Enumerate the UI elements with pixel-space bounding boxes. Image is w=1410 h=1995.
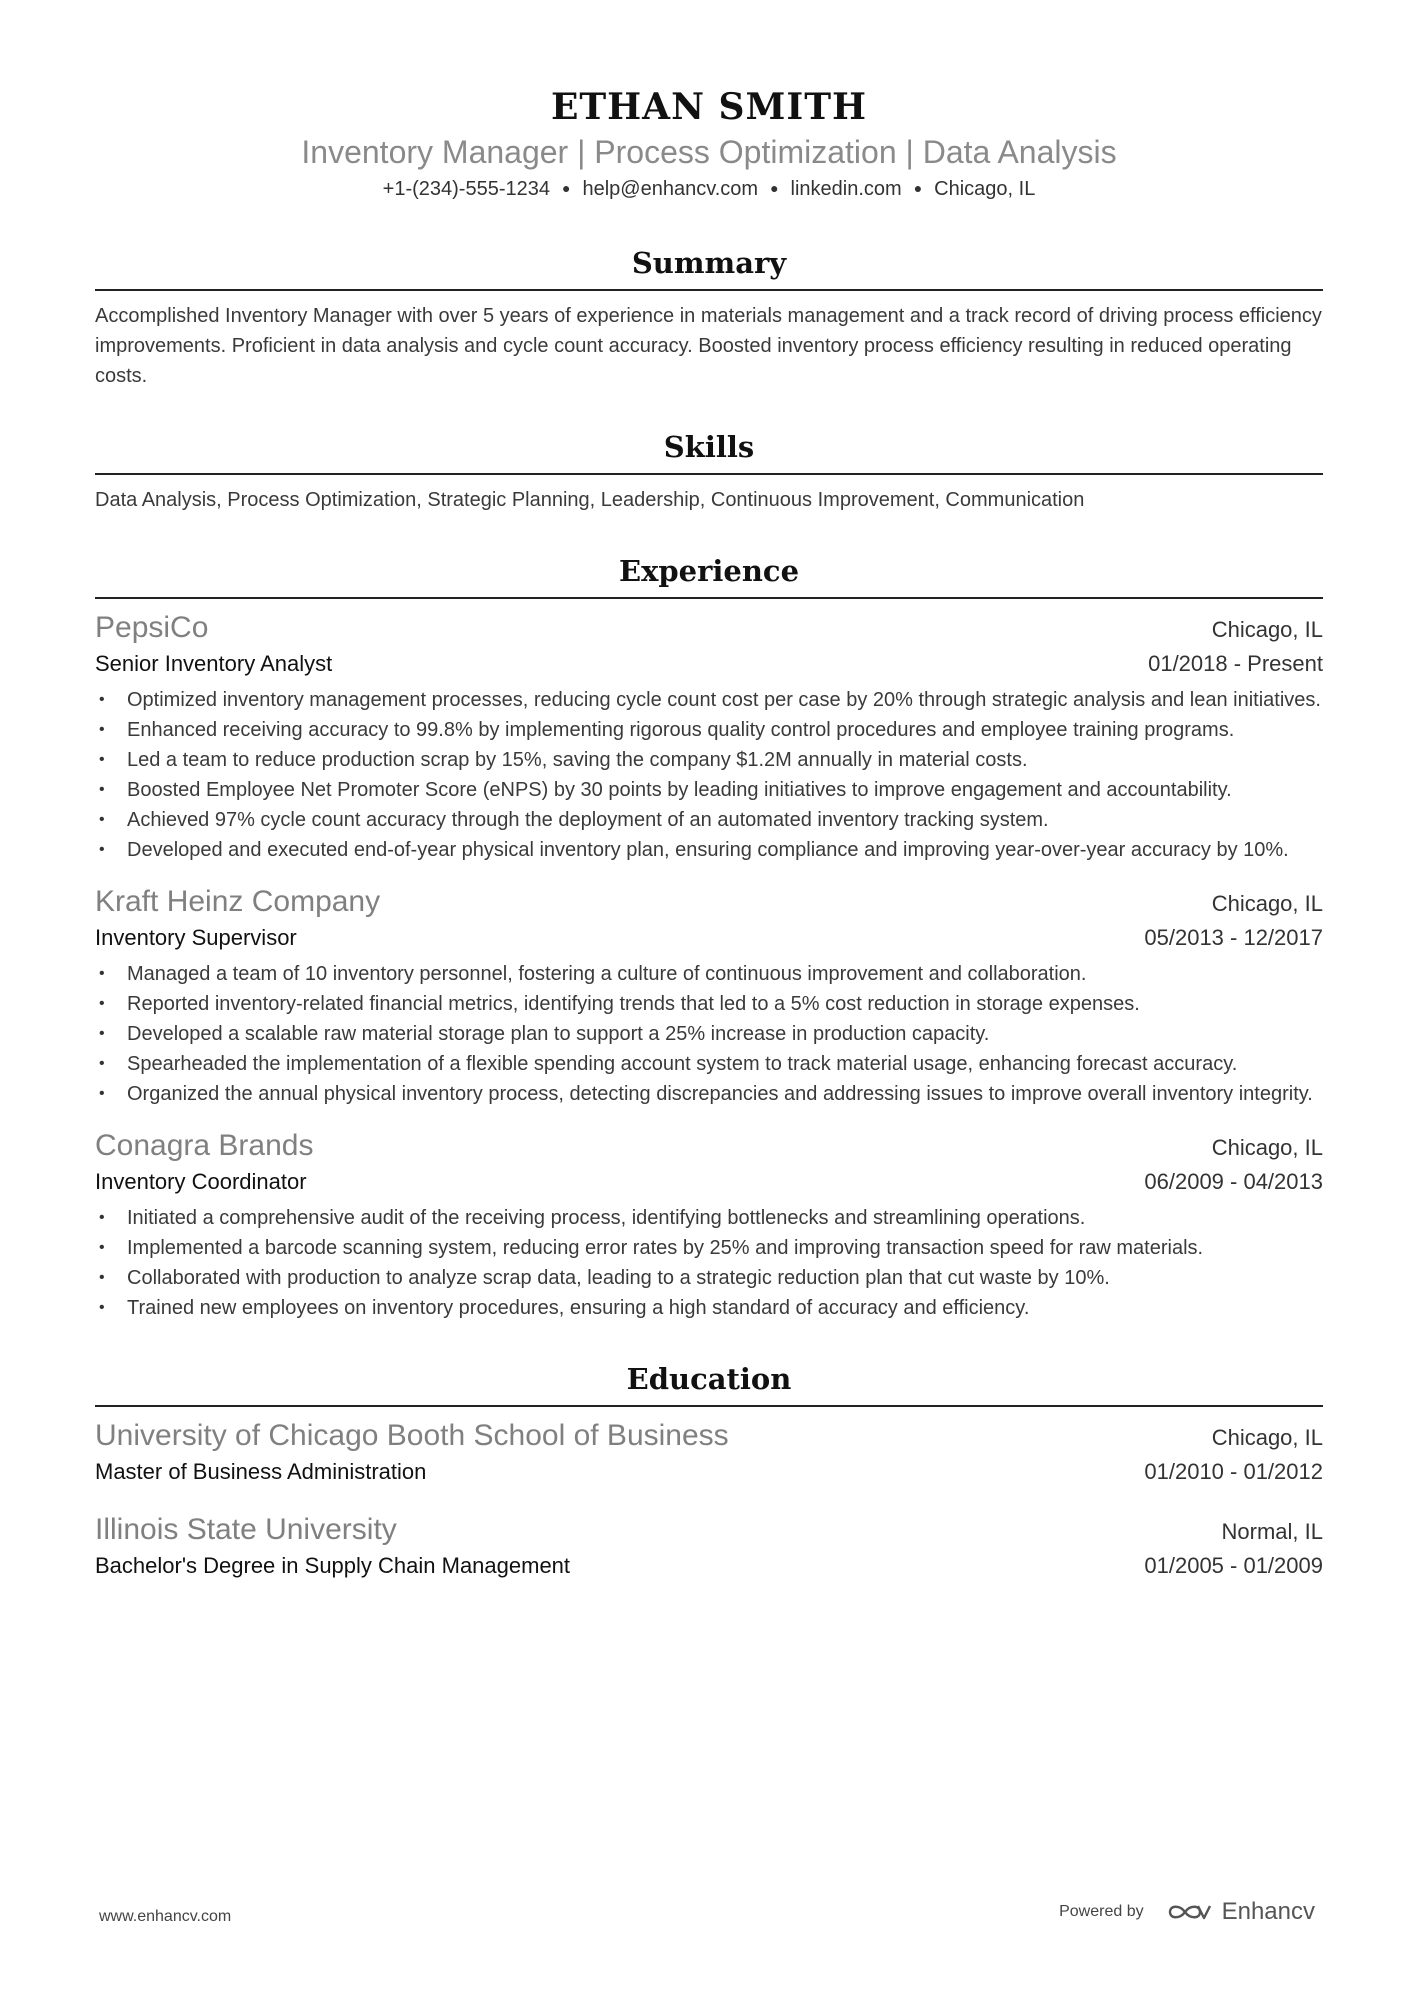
section-title-summary: Summary — [631, 246, 787, 280]
contact-line — [95, 174, 1323, 203]
bullet-icon: • — [99, 1269, 105, 1286]
bullet-item: • Optimized inventory management processes, reducing cycle count cost per case by 20% through strategic analysis and lean initiatives. — [95, 685, 1323, 715]
bullet-icon: • — [99, 751, 105, 768]
section-divider — [95, 473, 1323, 475]
education-dates: 01/2010 - 01/2012 — [1144, 1459, 1323, 1484]
bullet-icon: • — [99, 1055, 105, 1072]
job-title: Senior Inventory Analyst — [95, 651, 333, 676]
brand-name: Enhancv — [1221, 1898, 1315, 1925]
job-bullets — [95, 1203, 1323, 1323]
job-dates: 06/2009 - 04/2013 — [1144, 1169, 1323, 1194]
school-name: University of Chicago Booth School of Business — [95, 1419, 729, 1452]
company-name: PepsiCo — [95, 611, 209, 644]
school-name: Illinois State University — [95, 1513, 397, 1546]
section-title-skills: Skills — [663, 430, 755, 464]
bullet-item: • Achieved 97% cycle count accuracy through the deployment of an automated inventory tracking system. — [95, 805, 1323, 835]
section-divider — [95, 1405, 1323, 1407]
bullet-item: • Developed and executed end-of-year physical inventory plan, ensuring compliance and improving year-over-year accuracy by 10%. — [95, 835, 1323, 865]
phone: +1-(234)-555-1234 — [382, 178, 550, 200]
bullet-icon: • — [99, 721, 105, 738]
job-location: Chicago, IL — [1211, 1135, 1323, 1160]
bullet-icon: • — [99, 995, 105, 1012]
bullet-item: • Organized the annual physical inventory process, detecting discrepancies and addressing issues to improve overall inventory integrity. — [95, 1079, 1323, 1109]
job-dates: 01/2018 - Present — [1148, 651, 1323, 676]
candidate-name: ETHAN SMITH — [550, 86, 868, 128]
job-location: Chicago, IL — [1211, 891, 1323, 916]
bullet-item: • Implemented a barcode scanning system, reducing error rates by 25% and improving transaction speed for raw materials. — [95, 1233, 1323, 1263]
section-divider — [95, 597, 1323, 599]
skills-section — [95, 427, 1323, 515]
powered-by-label: Powered by — [1059, 1903, 1144, 1920]
bullet-item: • Reported inventory-related financial metrics, identifying trends that led to a 5% cost reduction in storage expenses. — [95, 989, 1323, 1019]
bullet-item: • Spearheaded the implementation of a flexible spending account system to track material usage, enhancing forecast accuracy. — [95, 1049, 1323, 1079]
job-title: Inventory Supervisor — [95, 925, 297, 950]
education-entry — [95, 1417, 1323, 1489]
bullet-item: • Developed a scalable raw material storage plan to support a 25% increase in production capacity. — [95, 1019, 1323, 1049]
bullet-icon: • — [99, 1299, 105, 1316]
job-entry — [95, 609, 1323, 865]
headline: Inventory Manager | Process Optimization | Data Analysis — [301, 134, 1117, 170]
bullet-icon: • — [99, 841, 105, 858]
school-location: Normal, IL — [1221, 1519, 1323, 1544]
degree: Master of Business Administration — [95, 1459, 427, 1484]
resume-header — [95, 82, 1323, 203]
bullet-item: • Initiated a comprehensive audit of the receiving process, identifying bottlenecks and streamlining operations. — [95, 1203, 1323, 1233]
email-link[interactable]: help@enhancv.com — [582, 178, 759, 200]
footer-website-link[interactable]: www.enhancv.com — [99, 1908, 232, 1925]
education-section — [95, 1359, 1323, 1583]
bullet-icon: • — [99, 965, 105, 982]
bullet-icon: • — [99, 691, 105, 708]
education-dates: 01/2005 - 01/2009 — [1144, 1553, 1323, 1578]
summary-text: Accomplished Inventory Manager with over 5 years of experience in materials management and a track record of driving process efficiency improvements. Proficient in data analysis and cycle count accuracy. Boosted inventory process efficiency resulting in reduced operating costs. — [95, 305, 1322, 387]
section-title-experience: Experience — [618, 554, 800, 588]
bullet-item: • Managed a team of 10 inventory personnel, fostering a culture of continuous improvement and collaboration. — [95, 959, 1323, 989]
job-dates: 05/2013 - 12/2017 — [1144, 925, 1323, 950]
job-bullets — [95, 959, 1323, 1109]
section-divider — [95, 289, 1323, 291]
resume-content — [95, 82, 1323, 1605]
separator-dot: ● — [770, 180, 779, 196]
summary-section — [95, 243, 1323, 391]
separator-dot: ● — [913, 180, 923, 196]
bullet-icon: • — [99, 1085, 105, 1102]
education-entry — [95, 1511, 1323, 1583]
bullet-icon: • — [99, 781, 105, 798]
company-name: Kraft Heinz Company — [95, 885, 381, 918]
school-location: Chicago, IL — [1211, 1425, 1323, 1450]
bullet-icon: • — [99, 1025, 105, 1042]
bullet-item: • Collaborated with production to analyze scrap data, leading to a strategic reduction plan that cut waste by 10%. — [95, 1263, 1323, 1293]
footer-branding — [1059, 1898, 1315, 1926]
bullet-item: • Led a team to reduce production scrap by 15%, saving the company $1.2M annually in material costs. — [95, 745, 1323, 775]
bullet-icon: • — [99, 1239, 105, 1256]
bullet-icon: • — [99, 1209, 105, 1226]
experience-section — [95, 551, 1323, 1323]
job-entry — [95, 883, 1323, 1109]
location: Chicago, IL — [934, 178, 1036, 200]
job-location: Chicago, IL — [1211, 617, 1323, 642]
job-entry — [95, 1127, 1323, 1323]
bullet-item: • Boosted Employee Net Promoter Score (eNPS) by 30 points by leading initiatives to improve engagement and accountability. — [95, 775, 1323, 805]
brand-logo[interactable] — [1166, 1898, 1315, 1926]
degree: Bachelor's Degree in Supply Chain Management — [95, 1553, 571, 1578]
section-title-education: Education — [626, 1362, 792, 1396]
job-title: Inventory Coordinator — [95, 1169, 307, 1194]
skills-text: Data Analysis, Process Optimization, Strategic Planning, Leadership, Continuous Improvement, Communication — [95, 489, 1085, 511]
company-name: Conagra Brands — [95, 1129, 314, 1162]
enhancv-logo-icon — [1166, 1900, 1212, 1924]
job-bullets — [95, 685, 1323, 865]
bullet-item: • Enhanced receiving accuracy to 99.8% by implementing rigorous quality control procedures and employee training programs. — [95, 715, 1323, 745]
linkedin-link[interactable]: linkedin.com — [790, 178, 902, 200]
separator-dot: ● — [562, 180, 571, 196]
bullet-item: • Trained new employees on inventory procedures, ensuring a high standard of accuracy and efficiency. — [95, 1293, 1323, 1323]
bullet-icon: • — [99, 811, 105, 828]
